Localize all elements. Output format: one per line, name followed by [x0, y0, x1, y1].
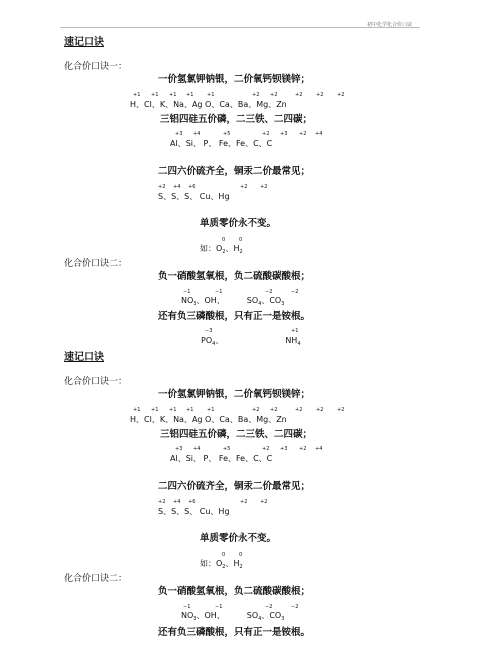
charge-label: +6: [188, 184, 196, 190]
charge-label: +1: [151, 407, 159, 413]
charge-label: 0: [239, 552, 243, 558]
charge-label: +5: [223, 131, 231, 137]
charge-label: +2: [299, 131, 307, 137]
charge-label: +1: [169, 92, 177, 98]
charge-label: +2: [240, 499, 248, 505]
subheading-mnemonic-1: 化合价口诀一：: [64, 377, 128, 387]
charge-label: 0: [222, 237, 226, 243]
charge-label: 0: [239, 237, 243, 243]
charge-label: +2: [270, 407, 278, 413]
formula-text: SO: [246, 611, 259, 620]
charge-label: +2: [337, 407, 345, 413]
charge-label: +5: [223, 446, 231, 452]
charge-label: 0: [222, 552, 226, 558]
section-title: 速记口诀: [64, 352, 104, 363]
charge-label: +4: [173, 184, 181, 190]
charge-label: −3: [205, 328, 213, 334]
charge-label: −2: [291, 289, 299, 295]
formula-line: Al、Si、 P、 Fe、Fe、C、C: [170, 139, 273, 148]
formula-line: S、S、S、 Cu、Hg: [158, 192, 230, 201]
subscript: 4: [258, 616, 262, 622]
formula-line: [200, 558, 243, 570]
subheading-mnemonic-2: 化合价口诀二：: [64, 259, 128, 269]
section-title: 速记口诀: [64, 37, 104, 48]
formula-line: [181, 295, 284, 307]
formula-text: 如：O: [200, 244, 223, 253]
verse-line: 负一硝酸氢氧根，负二硫酸碳酸根；: [158, 271, 311, 282]
subscript: 3: [281, 616, 285, 622]
charge-label: +3: [280, 131, 288, 137]
formula-text: 如：O: [200, 559, 223, 568]
charge-label: +6: [188, 499, 196, 505]
formula-text: 、CO: [261, 611, 282, 620]
charge-label: +2: [252, 407, 260, 413]
subscript: 3: [281, 301, 285, 307]
charge-label: +1: [291, 328, 299, 334]
charge-label: +4: [173, 499, 181, 505]
subscript: 4: [258, 301, 262, 307]
charge-label: +2: [316, 407, 324, 413]
charge-label: +3: [175, 446, 183, 452]
page-header: 初中化学化合价口诀: [367, 22, 413, 28]
header-divider: [60, 27, 420, 28]
charge-label: +4: [315, 131, 323, 137]
formula-text: NO: [181, 611, 194, 620]
charge-label: −2: [291, 604, 299, 610]
formula-line: H、Cl、K、Na、Ag O、Ca、Ba、Mg、Zn: [130, 415, 287, 424]
charge-label: +2: [262, 446, 270, 452]
charge-label: +2: [337, 92, 345, 98]
subheading-mnemonic-1: 化合价口诀一：: [64, 62, 128, 72]
charge-label: +2: [295, 407, 303, 413]
charge-label: +4: [315, 446, 323, 452]
verse-line: 还有负三磷酸根，只有正一是铵根。: [158, 627, 311, 638]
subheading-mnemonic-2: 化合价口诀二：: [64, 574, 128, 584]
verse-line: 还有负三磷酸根，只有正一是铵根。: [158, 311, 311, 322]
formula-text: 、OH、: [196, 296, 225, 305]
charge-label: +1: [169, 407, 177, 413]
formula-text: 、OH、: [196, 611, 225, 620]
formula-line: S、S、S、 Cu、Hg: [158, 507, 230, 516]
verse-line: 三铝四硅五价磷，二三铁、二四碳；: [160, 114, 313, 125]
charge-label: +4: [193, 131, 201, 137]
subscript: 3: [193, 616, 197, 622]
formula-text: 、H: [225, 244, 240, 253]
charge-label: −2: [265, 289, 273, 295]
verse-line: 二四六价硫齐全，铜汞二价最常见；: [158, 166, 311, 177]
formula-text: NH: [285, 336, 298, 345]
charge-label: −2: [265, 604, 273, 610]
charge-label: +4: [193, 446, 201, 452]
formula-text: 、H: [225, 559, 240, 568]
subscript: 2: [239, 249, 243, 255]
charge-label: +2: [240, 184, 248, 190]
formula-text: PO: [201, 336, 213, 345]
subscript: 4: [297, 341, 301, 347]
charge-label: −1: [215, 289, 223, 295]
charge-label: +1: [186, 407, 194, 413]
charge-label: +1: [133, 407, 141, 413]
charge-label: −1: [215, 604, 223, 610]
charge-label: +1: [133, 92, 141, 98]
charge-label: +2: [316, 92, 324, 98]
formula-line: Al、Si、 P、 Fe、Fe、C、C: [170, 454, 273, 463]
formula-line: [181, 610, 284, 622]
verse-line: 单质零价永不变。: [200, 218, 277, 229]
formula-text: SO: [246, 296, 259, 305]
charge-label: +2: [252, 92, 260, 98]
subscript: 2: [222, 564, 226, 570]
formula-text: 、CO: [261, 296, 282, 305]
verse-line: 负一硝酸氢氧根，负二硫酸碳酸根；: [158, 586, 311, 597]
charge-label: +1: [207, 407, 215, 413]
formula-line: [200, 243, 243, 255]
verse-line: 一价氢氯钾钠银，二价氧钙钡镁锌；: [158, 389, 311, 400]
charge-label: +3: [280, 446, 288, 452]
formula-line: [201, 335, 301, 347]
formula-text: NO: [181, 296, 194, 305]
charge-label: +2: [260, 499, 268, 505]
charge-label: −1: [183, 604, 191, 610]
verse-line: 一价氢氯钾钠银，二价氧钙钡镁锌；: [158, 74, 311, 85]
subscript: 3: [193, 301, 197, 307]
charge-label: +1: [207, 92, 215, 98]
subscript: 2: [239, 564, 243, 570]
charge-label: +1: [186, 92, 194, 98]
subscript: 4: [212, 341, 216, 347]
verse-line: 单质零价永不变。: [200, 533, 277, 544]
formula-text: 、: [215, 336, 224, 345]
verse-line: 三铝四硅五价磷，二三铁、二四碳；: [160, 429, 313, 440]
charge-label: +2: [158, 184, 166, 190]
charge-label: +2: [158, 499, 166, 505]
verse-line: 二四六价硫齐全，铜汞二价最常见；: [158, 481, 311, 492]
charge-label: +1: [151, 92, 159, 98]
subscript: 2: [222, 249, 226, 255]
charge-label: +3: [175, 131, 183, 137]
charge-label: +2: [262, 131, 270, 137]
charge-label: +2: [299, 446, 307, 452]
charge-label: +2: [270, 92, 278, 98]
charge-label: −1: [183, 289, 191, 295]
charge-label: +2: [295, 92, 303, 98]
formula-line: H、Cl、K、Na、Ag O、Ca、Ba、Mg、Zn: [130, 100, 287, 109]
charge-label: +2: [260, 184, 268, 190]
